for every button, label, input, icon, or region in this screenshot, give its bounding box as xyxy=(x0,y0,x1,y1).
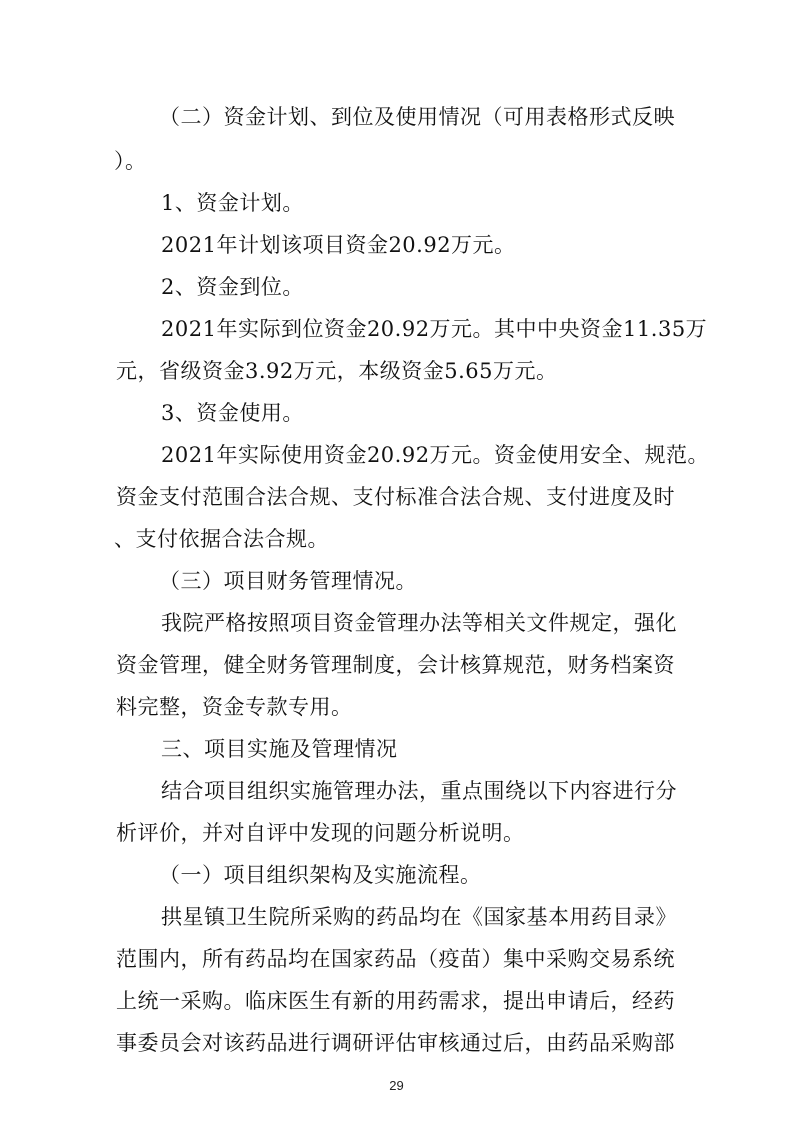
text-line: 拱星镇卫生院所采购的药品均在《国家基本用药目录》 xyxy=(161,905,677,929)
page-number: 29 xyxy=(389,1078,404,1093)
text-line: 资金管理，健全财务管理制度，会计核算规范，财务档案资 xyxy=(116,653,675,677)
text-line: 三、项目实施及管理情况 xyxy=(161,737,398,761)
text-line: （一）项目组织架构及实施流程。 xyxy=(159,863,482,887)
text-line: （二）资金计划、到位及使用情况（可用表格形式反映 xyxy=(159,105,675,129)
text-line: 析评价，并对自评中发现的问题分析说明。 xyxy=(116,821,525,845)
text-line: 2021年计划该项目资金20.92万元。 xyxy=(161,233,516,257)
text-line: 事委员会对该药品进行调研评估审核通过后，由药品采购部 xyxy=(116,1031,675,1055)
text-line: ）。 xyxy=(114,149,147,173)
text-line: 料完整，资金专款专用。 xyxy=(116,695,353,719)
text-line: 1、资金计划。 xyxy=(161,191,304,215)
text-line: 上统一采购。临床医生有新的用药需求，提出申请后，经药 xyxy=(116,989,675,1013)
text-line: 元，省级资金3.92万元，本级资金5.65万元。 xyxy=(116,359,558,383)
text-line: 我院严格按照项目资金管理办法等相关文件规定，强化 xyxy=(161,611,677,635)
text-line: 3、资金使用。 xyxy=(161,401,304,425)
text-line: 结合项目组织实施管理办法，重点围绕以下内容进行分 xyxy=(161,779,677,803)
text-line: 2、资金到位。 xyxy=(161,275,304,299)
text-line: 范围内，所有药品均在国家药品（疫苗）集中采购交易系统 xyxy=(116,947,675,971)
text-line: 2021年实际使用资金20.92万元。资金使用安全、规范。 xyxy=(161,443,710,467)
text-line: （三）项目财务管理情况。 xyxy=(159,569,417,593)
text-line: 资金支付范围合法合规、支付标准合法合规、支付进度及时 xyxy=(116,485,675,509)
text-line: 2021年实际到位资金20.92万元。其中中央资金11.35万 xyxy=(161,317,708,341)
text-line: 、支付依据合法合规。 xyxy=(114,527,329,551)
